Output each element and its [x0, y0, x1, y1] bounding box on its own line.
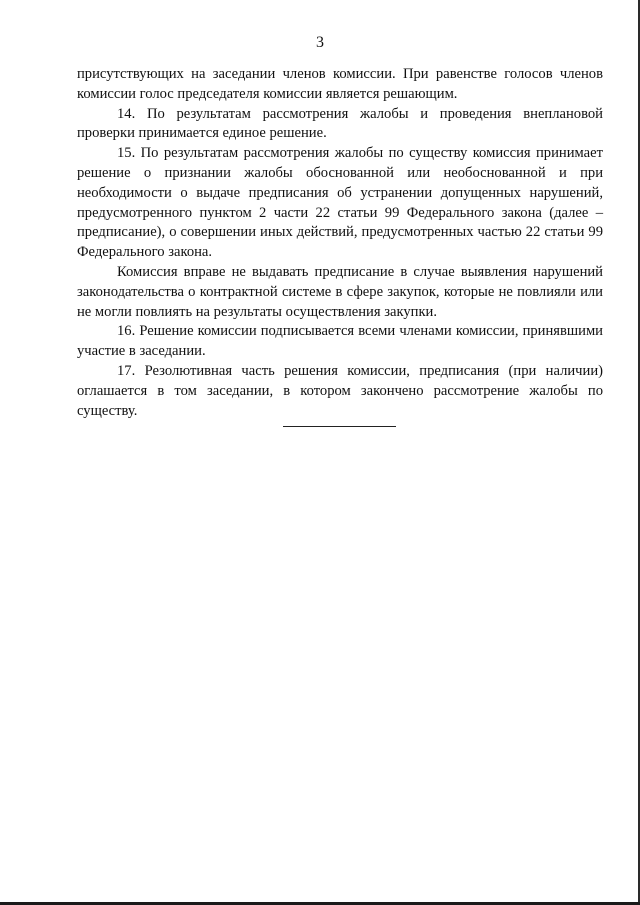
paragraph-item-15: 15. По результатам рассмотрения жалобы по существу комиссия принимает решение о признании жалобы обоснованной или необоснованной и при необходимости о выдаче предписания об устранении допущенных нарушений, предусмотренного пунктом 2 части 22 статьи 99 Федерального закона (далее – предписание), о совершении иных действий, предусмотренных частью 22 статьи 99 Федерального закона.: [77, 145, 603, 261]
paragraph-item-17: 17. Резолютивная часть решения комиссии, предписания (при наличии) оглашается в том заседании, в котором закончено рассмотрение жалобы по существу.: [77, 362, 603, 419]
paragraph-item-16: 16. Решение комиссии подписывается всеми членами комиссии, принявшими участие в заседании.: [77, 323, 603, 360]
end-separator-line: [283, 426, 396, 427]
paragraph-item-14: 14. По результатам рассмотрения жалобы и проведения внеплановой проверки принимается единое решение.: [77, 105, 603, 142]
paragraph-item-15-note: Комиссия вправе не выдавать предписание в случае выявления нарушений законодательства о контрактной системе в сфере закупок, которые не повлияли или не могли повлиять на результаты осуществления закупки.: [77, 263, 603, 320]
document-body: [77, 65, 603, 421]
paragraph-continuation: присутствующих на заседании членов комиссии. При равенстве голосов членов комиссии голос председателя комиссии является решающим.: [77, 66, 603, 102]
page-number: 3: [316, 34, 324, 51]
